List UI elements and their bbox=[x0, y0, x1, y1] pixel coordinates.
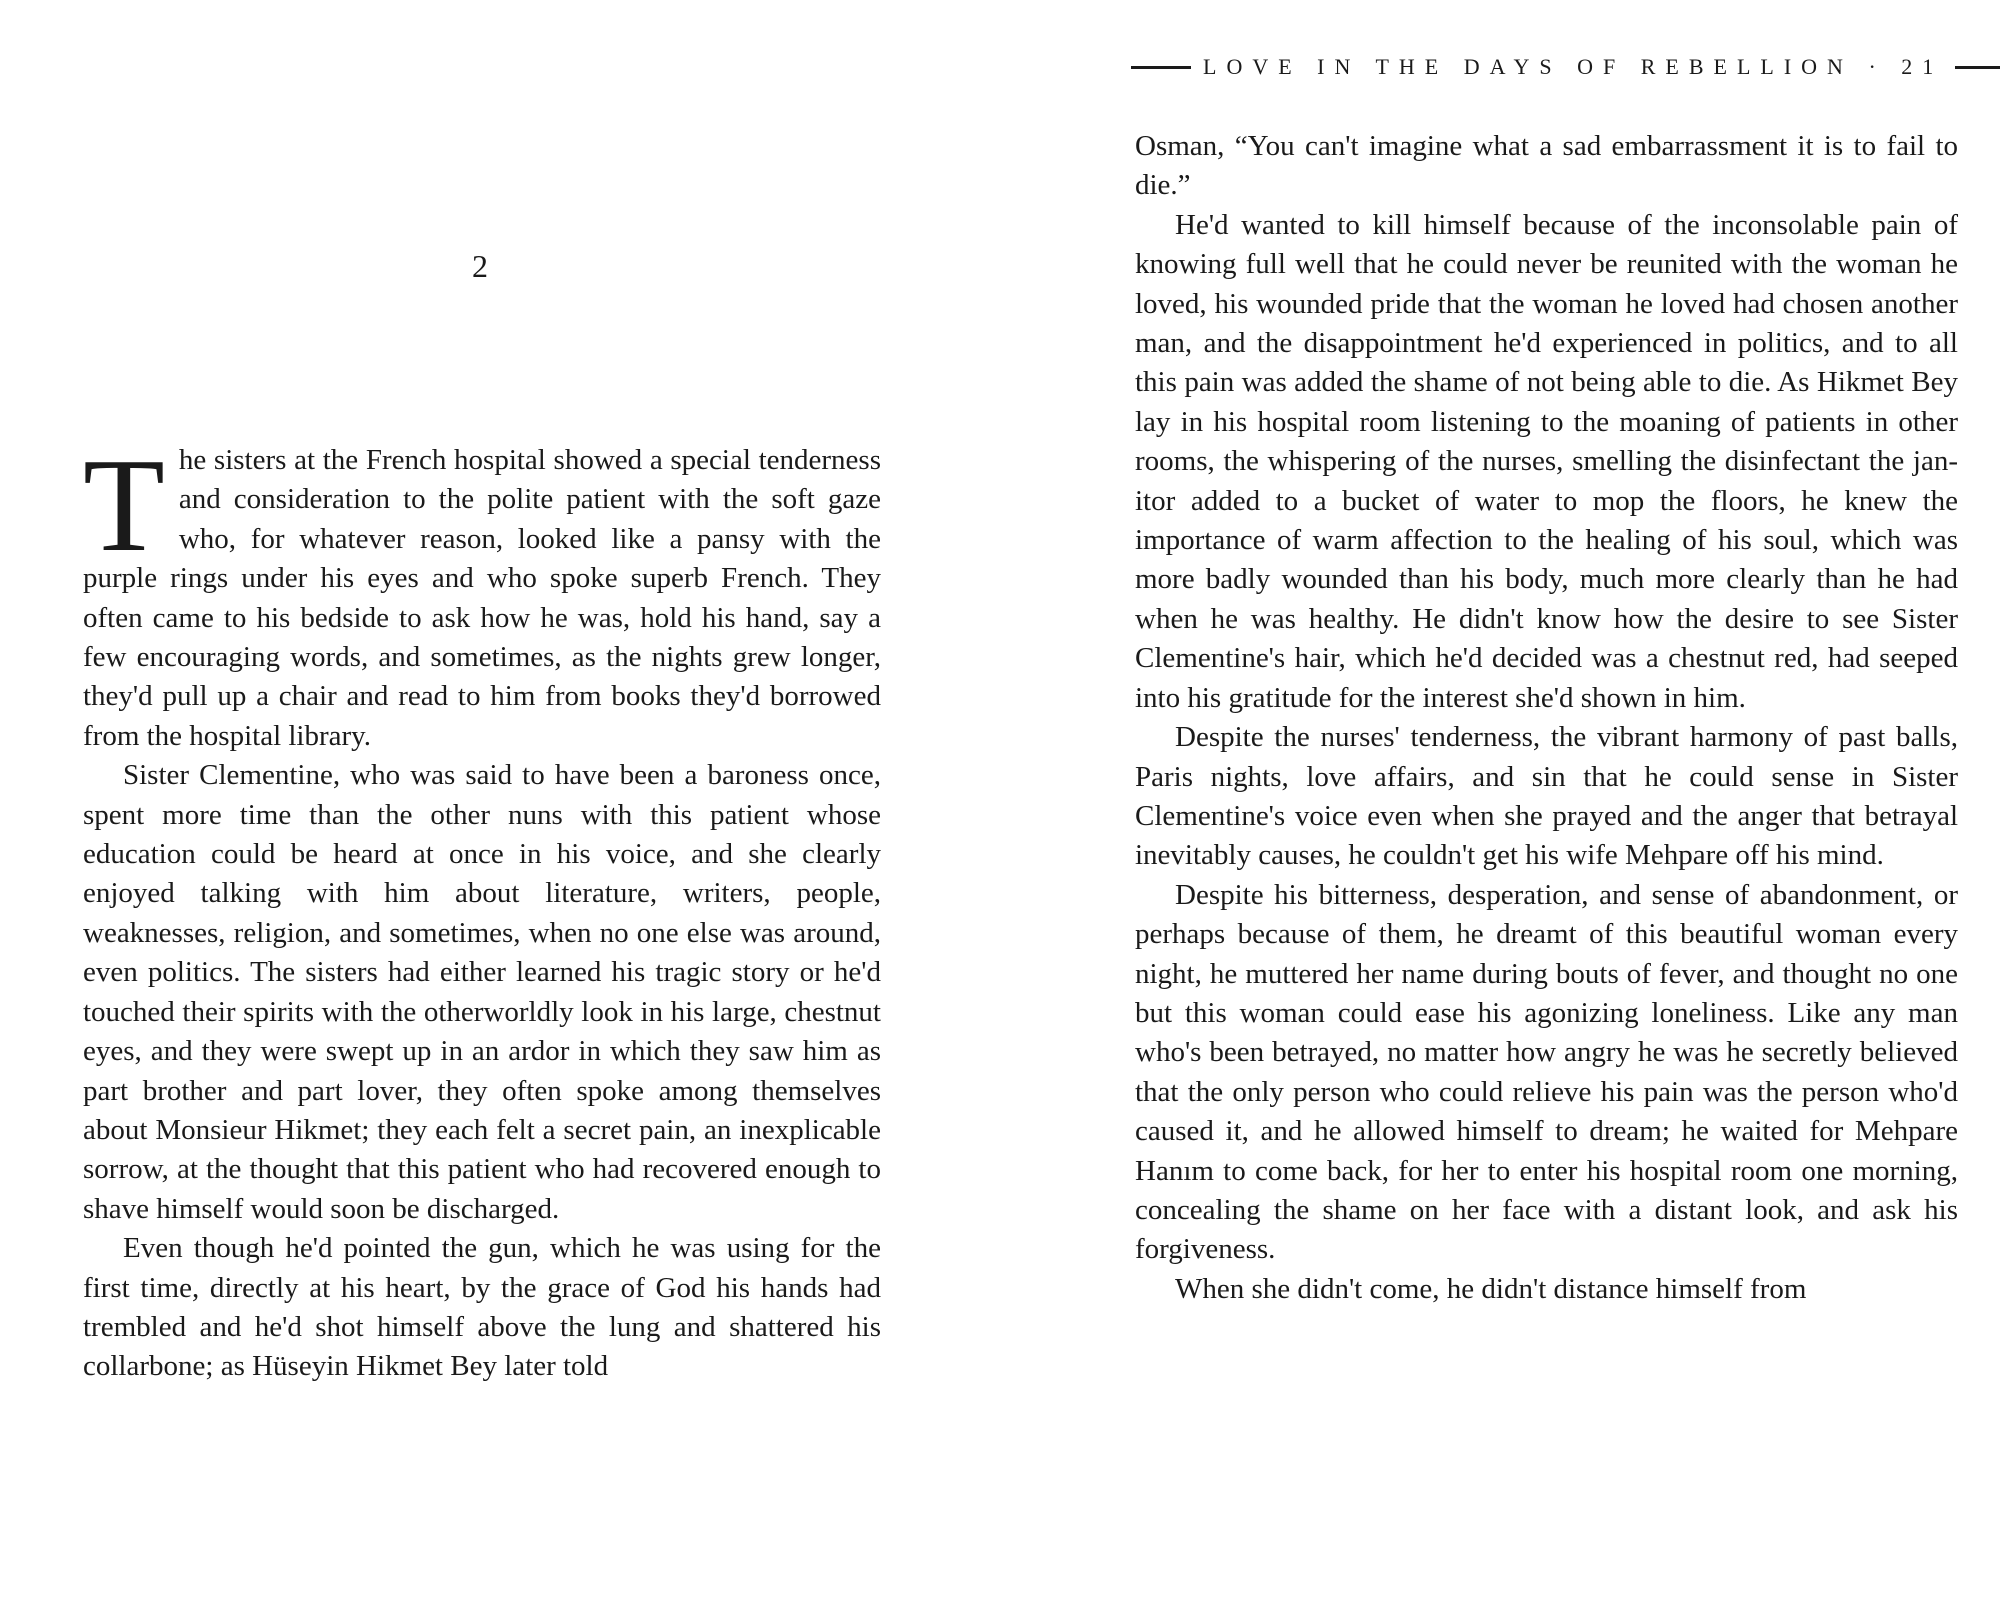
paragraph: He'd wanted to kill himself because of the inconsolable pain of knowing full well that he could never be reunited with the woman he loved, his wounded pride that the woman he loved had chosen another man, and the disappointment he'd experienced in politics, and to all this pain was added the shame of not being able to die. As Hikmet Bey lay in his hospital room listening to the moaning of patients in other rooms, the whispering of the nurses, smelling the disinfectant the janitor added to a bucket of water to mop the floors, he knew the importance of warm affection to the healing of his soul, which was more badly wounded than his body, much more clearly than he had when he was healthy. He didn't know how the desire to see Sister Clementine's hair, which he'd decided was a chestnut red, had seeped into his gratitude for the interest she'd shown in him. bbox=[1135, 208, 1958, 714]
paragraph: Despite his bitterness, desperation, and sense of abandonment, or perhaps because of them, he dreamt of this beautiful woman every night, he muttered her name during bouts of fever, and thought no one but this woman could ease his agonizing loneliness. Like any man who's been betrayed, no matter how angry he was he secretly believed that the only person who could relieve his pain was the person who'd caused it, and he allowed himself to dream; he waited for Mehpare Hanım to come back, for her to enter his hospital room one morning, concealing the shame on her face with a distant look, and ask his forgiveness. bbox=[1135, 878, 1958, 1266]
left-text-column bbox=[83, 431, 881, 1387]
right-text-column bbox=[1135, 127, 1958, 1309]
paragraph: Even though he'd pointed the gun, which he was using for the first time, directly at his heart, by the grace of God his hands had trembled and he'd shot himself above the lung and shattered his collarbone; as Hüseyin Hikmet Bey later told bbox=[83, 1232, 881, 1383]
paragraph: Despite the nurses' tenderness, the vibrant harmony of past balls, Paris nights, love affairs, and sin that he could sense in Sister Clementine's voice even when she prayed and the anger that betrayal inevitably causes, he couldn't get his wife Mehpare off his mind. bbox=[1135, 721, 1958, 872]
paragraph: Sister Clementine, who was said to have been a baroness once, spent more time than the other nuns with this patient whose education could be heard at once in his voice, and she clearly enjoyed talking with him about literature, writers, people, weaknesses, religion, and sometimes, when no one else was around, even politics. The sisters had either learned his tragic story or he'd touched their spirits with the otherworldly look in his large, chestnut eyes, and they were swept up in an ardor in which they saw him as part brother and part lover, they often spoke among themselves about Monsieur Hikmet; they each felt a secret pain, an inexplicable sorrow, at the thought that this patient who had recovered enough to shave himself would soon be discharged. bbox=[83, 759, 881, 1225]
drop-cap: T bbox=[83, 431, 165, 579]
chapter-number: 2 bbox=[472, 248, 488, 284]
running-head-text: LOVE IN THE DAYS OF REBELLION · 21 bbox=[1203, 54, 1944, 79]
paragraph: When she didn't come, he didn't distance himself from bbox=[1175, 1272, 1807, 1305]
paragraph: Osman, “You can't imagine what a sad embarrassment it is to fail to die.” bbox=[1135, 130, 1958, 202]
paragraph bbox=[83, 431, 881, 756]
paragraph-text: he sisters at the French hospital showed a special tenderness and consideration to the polite patient with the soft gaze who, for whatever reason, looked like a pansy with the purple rings under his eyes and who spoke superb French. They often came to his bedside to ask how he was, hold his hand, say a few encouraging words, and sometimes, as the nights grew longer, they'd pull up a chair and read to him from books they'd borrowed from the hospital library. bbox=[83, 444, 881, 752]
